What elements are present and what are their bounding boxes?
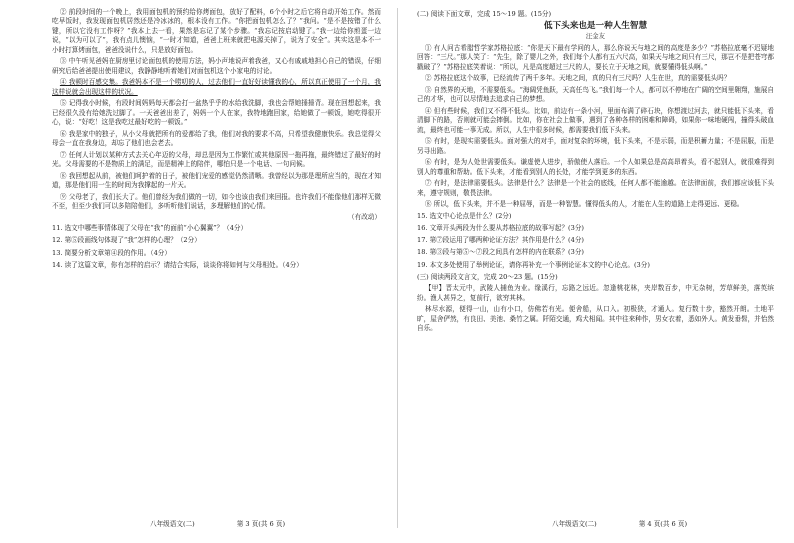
- paragraph: ⑦ 有时，是法律需要低头。法律是什么？法律是一个社会的底线，任何人都不能逾越。在法律面前，我们都应该低下头来，遵守规则，敬畏法律。: [417, 179, 774, 197]
- question-12: 12. 第⑤段画线句体现了“我”怎样的心理？（2分）: [52, 236, 201, 245]
- footer-subject: 八年级语文(二): [552, 520, 597, 528]
- paragraph: ② 苏格拉底这个故事，已经流传了两千多年。天地之间，真的只有三尺吗？人生在世，真的需要低头吗？: [424, 74, 731, 83]
- page-footer: [150, 520, 285, 529]
- section-heading: (二) 阅读下面文章，完成 15～19 题。(15分): [417, 10, 552, 18]
- paragraph: ③ 中午听见爸妈在厨房里讨论面包机的使用方法，妈小声地说声着我爸，又心有戚戚地担心自己的错误，仔细研究后给爸爸提出使用建议，我静静地听着她们对面包机这个小家电的讨论。: [52, 57, 381, 75]
- paragraph: ④ 我顿时百感交集。我爸妈本不是一个唠叨的人，过去他们一直好好读懂我的心，所以真正使用了一个月，我这样说就会出现这样的状况。: [52, 78, 381, 96]
- question-16: 16. 文章开头两段为什么要从苏格拉底的故事写起？(3分): [417, 224, 584, 233]
- paragraph: ⑤ 有时，是现实需要低头。面对强大的对手，面对复杂的环境，低下头来，不是示弱，而是积蓄力量；不是屈服，而是另寻出路。: [417, 137, 774, 155]
- paragraph: ⑥ 有时，是为人处世需要低头。谦虚使人进步，骄傲使人落后。一个人如果总是高高昂着头，看不起别人，就很难得到别人的尊重和帮助。低下头来，才能看到别人的长处，才能学到更多的东西。: [417, 158, 774, 176]
- paragraph: ③ 自然界的天地，不需要低头。“海阔凭鱼跃，天高任鸟飞。”我们每一个人，都可以不停地在广阔的空间里翱翔，施展自己的才华，也可以尽情地去追求自己的梦想。: [417, 85, 774, 104]
- article-title: 低下头来也是一种人生智慧: [543, 21, 648, 32]
- question-15: 15. 选文中心论点是什么？(2分): [417, 211, 512, 220]
- paragraph: ⑨ 父母老了，我们长大了。他们曾经为我们做的一切，如今也该由我们来回报。也许我们不能像他们那样无微不至，但至少我们可以多陪陪他们，多听听他们说话，多理解他们的心情。: [52, 192, 381, 211]
- paragraph: ⑤ 记得我小时候，有段时间妈妈每天都会打一盆热乎乎的水给我洗脚，我也会帮她捶捶背。现在回想起来，我已经很久没有给她洗过脚了。一天爸爸出差了，妈妈一个人在家，我特地跑回家，给她做了一顿饭，她吃得很开心，说：“好吃！这是我吃过最好吃的一顿饭。”: [52, 99, 381, 127]
- paragraph: ⑧ 我回想起从前，被他们呵护着的日子，被他们宠爱的感觉仍然清晰。我曾经以为那是理所应当的，现在才知道，那是他们用一生的时间为我撑起的一片天。: [52, 171, 381, 190]
- section-heading: (三) 阅读两段文言文，完成 20～23 题。(15分): [417, 272, 558, 281]
- footer-subject: 八年级语文(二): [150, 520, 195, 528]
- question-17: 17. 第⑦段运用了哪两种论证方法？其作用是什么？(4分): [417, 236, 584, 245]
- question-18: 18. 第③段与第⑤～⑦段之间具有怎样的内在联系？(3分): [417, 248, 584, 257]
- paragraph: ⑦ 任何人计划以某种方式去关心年迈的父母，却总是因为工作繁忙或其他原因一拖再拖，最终错过了最好的时光。父母需要的不是物质上的满足，而是精神上的陪伴，哪怕只是一个电话、一句问候。: [52, 150, 381, 169]
- question-13: 13. 简要分析文章第④段的作用。（4分）: [52, 248, 171, 257]
- page-footer: [552, 520, 687, 529]
- classical-text: 【甲】晋太元中，武陵人捕鱼为业。缘溪行，忘路之远近。忽逢桃花林，夹岸数百步，中无杂树，芳草鲜美，落英缤纷。渔人甚异之，复前行，欲穷其林。: [417, 284, 774, 302]
- paragraph: ⑧ 所以，低下头来，并不是一种屈辱，而是一种智慧。懂得低头的人，才能在人生的道路上走得更远、更稳。: [424, 200, 744, 209]
- classical-text: 林尽水源，便得一山，山有小口，仿佛若有光。便舍船，从口入。初极狭，才通人。复行数十步，豁然开朗。土地平旷，屋舍俨然，有良田、美池、桑竹之属。阡陌交通，鸡犬相闻。其中往来种作，男女衣着，悉如外人。黄发垂髫，并怡然自乐。: [417, 305, 774, 333]
- paragraph: ④ 但有些时候，我们又不得不低头。比如，前边有一条小河，里面布满了碎石块，你想渡过河去，就只能低下头来，看清脚下的路，否则就可能会摔倒。比如，你在社会上做事，遇到了各种各样的困难和障碍，如果你一味地硬闯，撞得头破血流，最终也可能一事无成。所以，人生中很多时候，都需要我们低下头来。: [417, 106, 774, 134]
- paragraph: ② 前段时间的一个晚上，我用面包机的预约给你烤面包，放好了配料，6个小时之后它将自动开始工作。然而吃早饭时，我发现面包机居然还是冷冰冰的，根本没有工作。“你把面包机怎么了？”我问。“是不是按错了什么键，所以它没有工作呀？”我本上去一看，果然是忘记了某个步骤。“我忘记按启动键了。”我一边给你煎蛋一边说，“以为可以了”，我有点儿懊恼，“一时才知道，爸爸上班来就把电源关掉了，说为了安全”。其实这是本不一小时打算烤面包，爸爸没说什么，只是放好面包。: [52, 8, 381, 54]
- source-note: （有改动）: [348, 212, 381, 221]
- footer-page-number: 第 4 页(共 6 页): [638, 520, 688, 528]
- paragraph: ① 有人问古希腊哲学家苏格拉底：“你是天下最有学问的人，那么你说天与地之间的高度是多少？”苏格拉底毫不迟疑地回答：“三尺。”那人笑了：“先生，除了婴儿之外，我们每个人都有五六尺高，如果天与地之间只有三尺，那岂不是把苍穹都戳破了？”苏格拉底笑着说：“所以，凡是高度超过三尺的人，要长立于天地之间，就要懂得低头啊。”: [417, 43, 774, 71]
- article-author: 汪金友: [585, 32, 606, 41]
- footer-page-number: 第 3 页(共 6 页): [236, 520, 286, 528]
- page-4: [397, 0, 794, 543]
- question-14: 14. 读了这篇文章，你有怎样的启示？请结合实际，谈谈你将如何与父母相处。（4分）: [52, 260, 303, 269]
- question-19: 19. 本文多处使用了举例论证，请你再补充一个事例论证本文的中心论点。(3分): [417, 260, 650, 269]
- question-11: 11. 选文中哪些事情体现了父母在“我”的面前“小心翼翼”？（4分）: [52, 224, 248, 233]
- paragraph: ⑥ 我是家中的独子，从小父母就把所有的爱都给了我，他们对我的要求不高，只希望我健康快乐。我总觉得父母会一直在我身边，却忘了他们也会老去。: [52, 129, 381, 148]
